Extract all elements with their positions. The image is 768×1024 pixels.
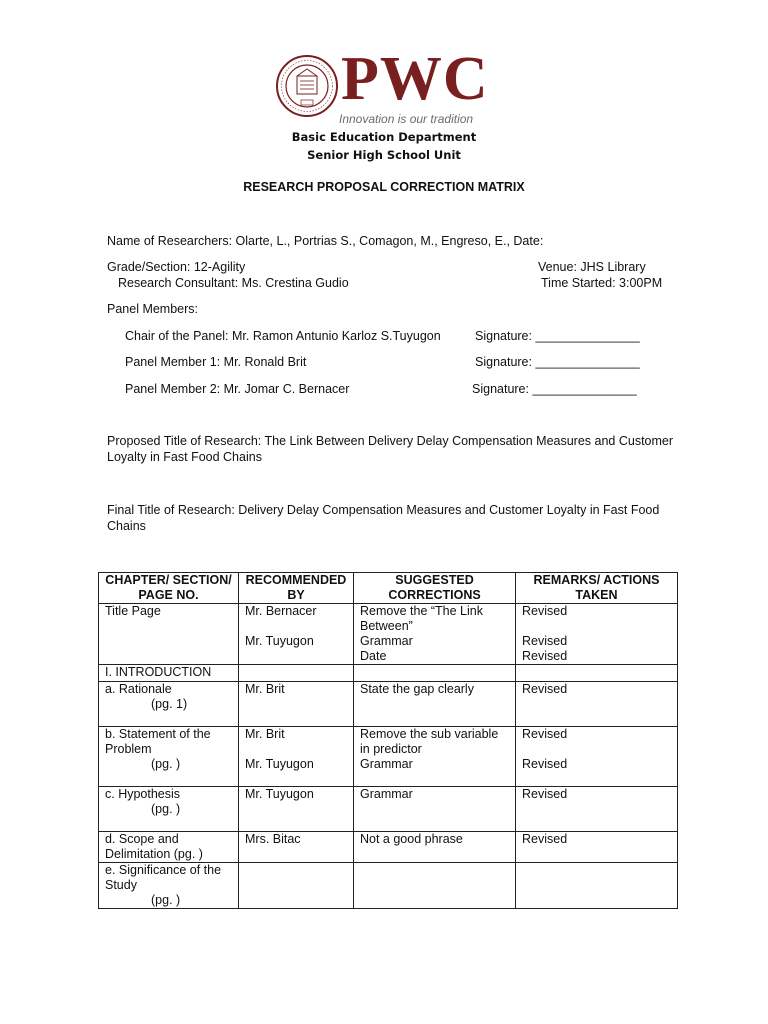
table-row bbox=[99, 832, 678, 863]
section-cell: b. Statement of the Problem (pg. ) bbox=[99, 727, 239, 787]
table-row bbox=[99, 682, 678, 727]
table-row bbox=[99, 863, 678, 909]
proposed-title-line2: Loyalty in Fast Food Chains bbox=[107, 450, 262, 464]
member2-signature: Signature: _______________ bbox=[472, 382, 637, 396]
section-cell: c. Hypothesis (pg. ) bbox=[99, 787, 239, 832]
section-cell: a. Rationale (pg. 1) bbox=[99, 682, 239, 727]
section-heading-introduction: I. INTRODUCTION bbox=[99, 665, 239, 682]
panel-members-label: Panel Members: bbox=[107, 302, 199, 316]
corrections-cell bbox=[354, 863, 516, 909]
member1-signature: Signature: _______________ bbox=[475, 355, 640, 369]
remarks-cell: Revised bbox=[516, 787, 678, 832]
recommended-by-cell: Mr. Bernacer Mr. Tuyugon bbox=[239, 604, 354, 665]
table-row bbox=[99, 604, 678, 665]
brand-name: PWC bbox=[341, 45, 489, 113]
remarks-cell: Revised bbox=[516, 682, 678, 727]
corrections-cell: Grammar bbox=[354, 787, 516, 832]
recommended-by-cell: Mr. Brit bbox=[239, 682, 354, 727]
recommended-by-cell: Mr. Brit Mr. Tuyugon bbox=[239, 727, 354, 787]
recommended-by-cell bbox=[239, 863, 354, 909]
remarks-cell: Revised Revised Revised bbox=[516, 604, 678, 665]
final-title-line1: Final Title of Research: Delivery Delay Compensation Measures and Customer Loyalty in Fast Food bbox=[107, 503, 660, 517]
table-row bbox=[99, 665, 678, 682]
table-row bbox=[99, 727, 678, 787]
remarks-cell: Revised bbox=[516, 832, 678, 863]
header-suggested-corrections: SUGGESTED CORRECTIONS bbox=[354, 573, 516, 604]
header-remarks: REMARKS/ ACTIONS TAKEN bbox=[516, 573, 678, 604]
header-recommended-by: RECOMMENDED BY bbox=[239, 573, 354, 604]
panel-chair: Chair of the Panel: Mr. Ramon Antunio Karloz S.Tuyugon bbox=[125, 329, 441, 343]
corrections-cell: State the gap clearly bbox=[354, 682, 516, 727]
section-cell: d. Scope and Delimitation (pg. ) bbox=[99, 832, 239, 863]
panel-member-1: Panel Member 1: Mr. Ronald Brit bbox=[125, 355, 307, 369]
section-cell: Title Page bbox=[99, 604, 239, 665]
corrections-cell: Not a good phrase bbox=[354, 832, 516, 863]
section-cell: e. Significance of the Study (pg. ) bbox=[99, 863, 239, 909]
research-consultant: Research Consultant: Ms. Crestina Gudio bbox=[118, 276, 349, 290]
panel-member-2: Panel Member 2: Mr. Jomar C. Bernacer bbox=[125, 382, 350, 396]
proposed-title-line1: Proposed Title of Research: The Link Between Delivery Delay Compensation Measures and Customer bbox=[107, 434, 674, 448]
final-title-line2: Chains bbox=[107, 519, 146, 533]
corrections-cell: Remove the sub variable in predictor Grammar bbox=[354, 727, 516, 787]
time-started: Time Started: 3:00PM bbox=[541, 276, 663, 290]
table-row bbox=[99, 787, 678, 832]
grade-section: Grade/Section: 12-Agility bbox=[107, 260, 246, 274]
chair-signature: Signature: _______________ bbox=[475, 329, 640, 343]
recommended-by-cell: Mrs. Bitac bbox=[239, 832, 354, 863]
unit-label: Senior High School Unit bbox=[307, 148, 461, 162]
remarks-cell: Revised Revised bbox=[516, 727, 678, 787]
correction-matrix-table bbox=[98, 572, 678, 909]
corrections-cell: Remove the “The Link Between” Grammar Date bbox=[354, 604, 516, 665]
pwc-logo bbox=[275, 45, 495, 128]
researchers-line: Name of Researchers: Olarte, L., Portrias S., Comagon, M., Engreso, E., Date: bbox=[107, 234, 544, 248]
header-chapter: CHAPTER/ SECTION/ PAGE NO. bbox=[99, 573, 239, 604]
brand-tagline: Innovation is our tradition bbox=[339, 112, 474, 126]
table-header-row bbox=[99, 573, 678, 604]
remarks-cell bbox=[516, 863, 678, 909]
recommended-by-cell: Mr. Tuyugon bbox=[239, 787, 354, 832]
department-label: Basic Education Department bbox=[291, 130, 477, 144]
venue: Venue: JHS Library bbox=[538, 260, 646, 274]
college-seal-icon bbox=[275, 54, 339, 118]
document-title: RESEARCH PROPOSAL CORRECTION MATRIX bbox=[243, 180, 525, 194]
